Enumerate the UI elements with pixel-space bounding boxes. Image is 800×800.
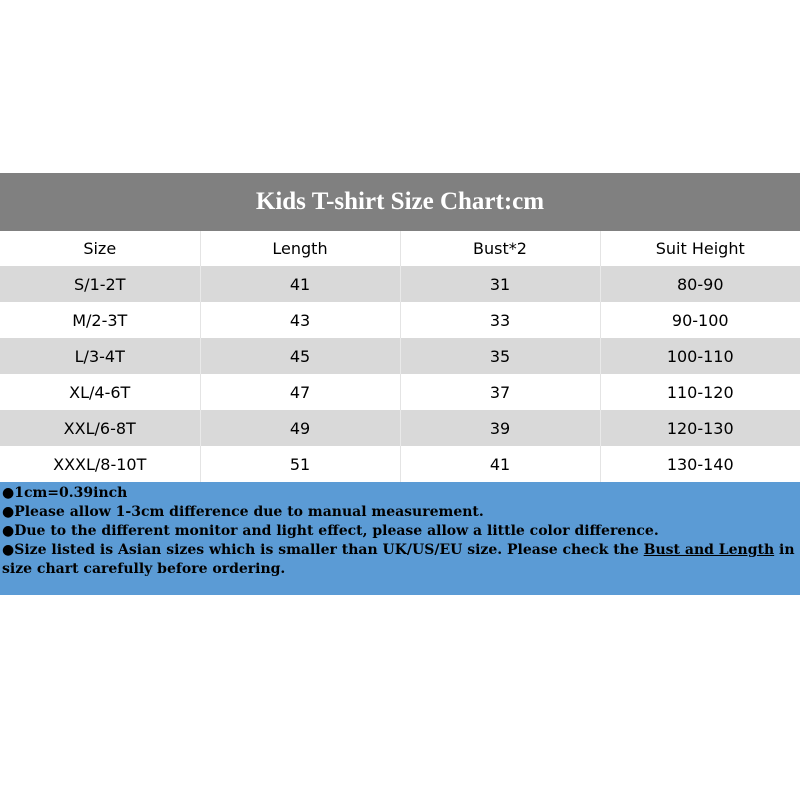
cell-length: 43 <box>200 302 400 338</box>
table-row <box>0 410 800 446</box>
note-conversion: ●1cm=0.39inch <box>2 485 128 501</box>
note-asian-sizes <box>2 541 800 579</box>
size-table <box>0 231 800 482</box>
cell-bust: 37 <box>400 374 600 410</box>
cell-size: XXXL/8-10T <box>0 446 200 482</box>
cell-bust: 35 <box>400 338 600 374</box>
cell-size: M/2-3T <box>0 302 200 338</box>
cell-bust: 39 <box>400 410 600 446</box>
note-asian-sizes-end: in size chart carefully before ordering. <box>2 542 795 577</box>
cell-bust: 41 <box>400 446 600 482</box>
header-suit-height: Suit Height <box>600 231 800 266</box>
table-row <box>0 374 800 410</box>
chart-title: Kids T-shirt Size Chart:cm <box>0 173 800 231</box>
cell-size: S/1-2T <box>0 266 200 302</box>
cell-suit-height: 120-130 <box>600 410 800 446</box>
cell-suit-height: 100-110 <box>600 338 800 374</box>
cell-size: XL/4-6T <box>0 374 200 410</box>
table-row <box>0 302 800 338</box>
cell-length: 51 <box>200 446 400 482</box>
note-measurement: ●Please allow 1-3cm difference due to manual measurement. <box>2 504 484 520</box>
size-chart <box>0 173 800 595</box>
table-row <box>0 266 800 302</box>
note-bust-length-emphasis: Bust and Length <box>643 542 775 558</box>
cell-suit-height: 90-100 <box>600 302 800 338</box>
header-length: Length <box>200 231 400 266</box>
cell-length: 47 <box>200 374 400 410</box>
cell-bust: 31 <box>400 266 600 302</box>
table-header-row <box>0 231 800 266</box>
table-row <box>0 338 800 374</box>
table-row <box>0 446 800 482</box>
cell-length: 49 <box>200 410 400 446</box>
cell-bust: 33 <box>400 302 600 338</box>
notes-box <box>0 482 800 595</box>
header-bust: Bust*2 <box>400 231 600 266</box>
note-asian-sizes-text: ●Size listed is Asian sizes which is smaller than UK/US/EU size. Please check the <box>2 542 644 558</box>
cell-size: L/3-4T <box>0 338 200 374</box>
cell-length: 41 <box>200 266 400 302</box>
cell-suit-height: 80-90 <box>600 266 800 302</box>
cell-size: XXL/6-8T <box>0 410 200 446</box>
cell-suit-height: 110-120 <box>600 374 800 410</box>
header-size: Size <box>0 231 200 266</box>
note-color: ●Due to the different monitor and light effect, please allow a little color difference. <box>2 523 659 539</box>
cell-length: 45 <box>200 338 400 374</box>
cell-suit-height: 130-140 <box>600 446 800 482</box>
